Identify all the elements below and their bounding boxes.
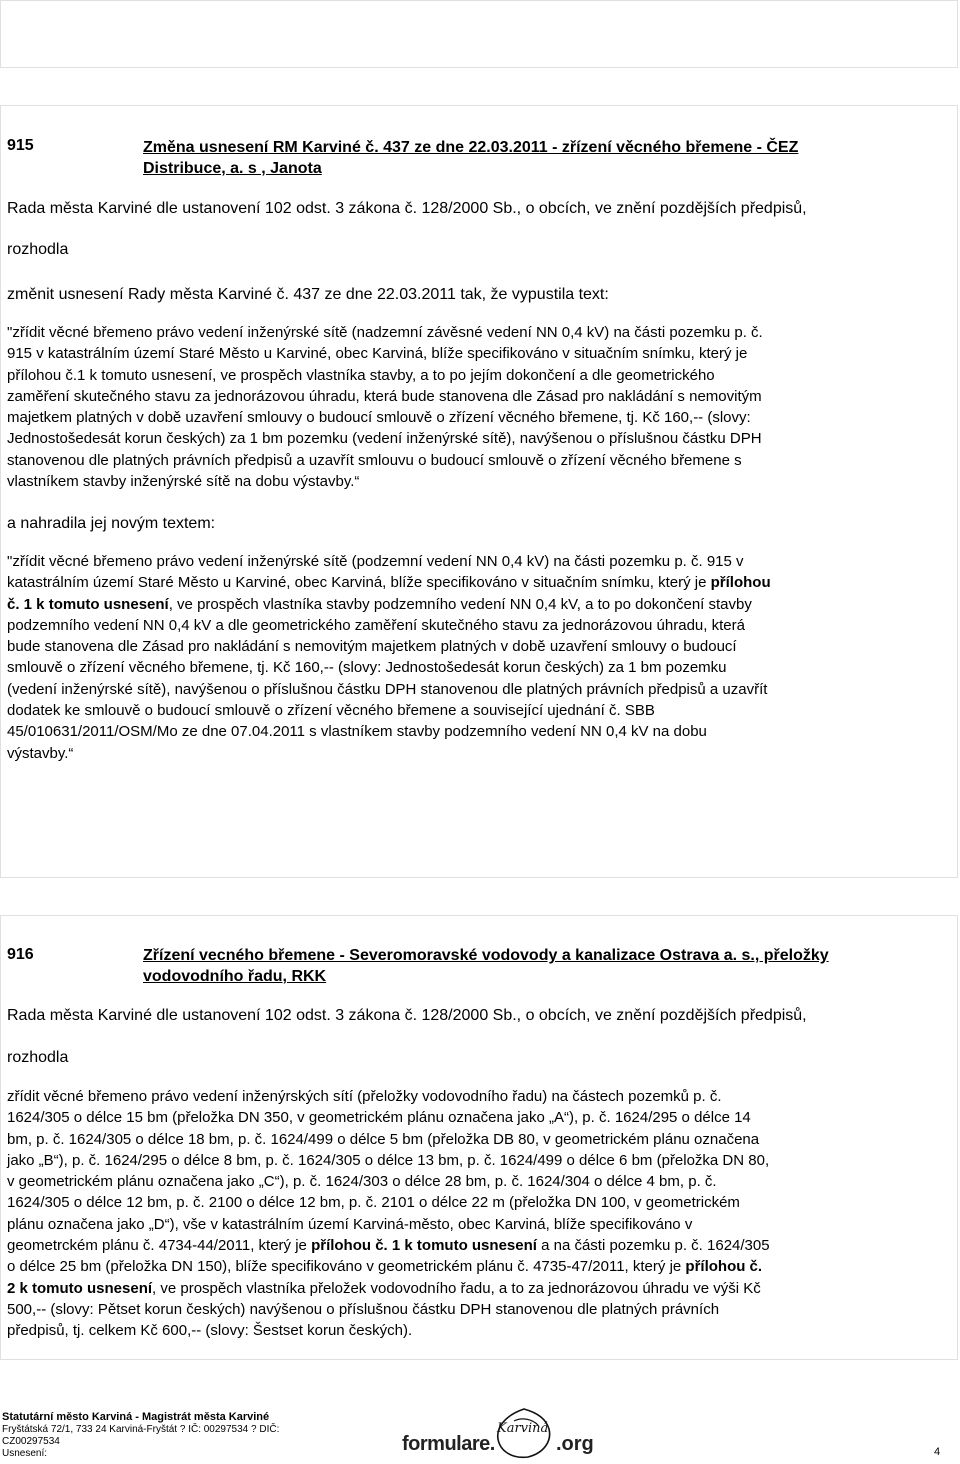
text-line: přílohou č.1 k tomuto usnesení, ve prospěch vlastníka stavby, a to po jejím dokončení a dle geometrického — [7, 366, 715, 384]
formulare-logo — [402, 1405, 614, 1461]
text-line: jako „B“), p. č. 1624/295 o délce 8 bm, p. č. 1624/305 o délce 13 bm, p. č. 1624/499 o délce 6 bm (přeložka DN 80, — [7, 1151, 770, 1169]
text-line: výstavby.“ — [7, 744, 74, 762]
attachment-ref: 2 k tomuto usnesení — [7, 1279, 153, 1297]
text-line: "zřídit věcné břemeno právo vedení inženýrské sítě (podzemní vedení NN 0,4 kV) na části pozemku p. č. 915 v — [7, 553, 744, 570]
logo-text-left: formulare. — [402, 1433, 495, 1455]
text-line: 915 v katastrálním území Staré Město u Karviné, obec Karviná, blíže specifikováno v situačním snímku, který je — [7, 345, 748, 363]
title-line: vodovodního řadu, RKK — [143, 968, 327, 985]
text-line — [7, 1278, 951, 1299]
old-text-block — [7, 322, 955, 492]
footer-dic: CZ00297534 — [2, 1436, 60, 1447]
attachment-ref: přílohou č. — [685, 1258, 763, 1276]
attachment-ref: přílohou — [710, 574, 771, 592]
title-line: Zřízení vecného břemene - Severomoravské vodovody a kanalizace Ostrava a. s., přeložky — [143, 947, 829, 964]
text-line: podzemního vedení NN 0,4 kV a dle geometrického zaměření skutečného stavu za jednorázovou úhradu, která — [7, 616, 745, 634]
text-line: v geometrickém plánu označena jako „C“), p. č. 1624/303 o délce 28 bm, p. č. 1624/304 o délce 4 bm, p. č. — [7, 1173, 717, 1191]
text-fragment: , ve prospěch vlastníka přeložek vodovodního řadu, a to za jednorázovou úhradu ve výši Kč — [152, 1279, 761, 1297]
text-line: stanovenou dle platných právních předpisů a uzavřít smlouvu o budoucí smlouvě o zřízení věcného břemene s — [7, 451, 742, 469]
intro-text: Rada města Karviné dle ustanovení 102 odst. 3 zákona č. 128/2000 Sb., o obcích, ve znění pozdějších předpisů, — [7, 200, 807, 217]
logo-text-mid: Karviná — [497, 1421, 549, 1436]
text-fragment: geometrckém plánu č. 4734-44/2011, který je — [7, 1237, 312, 1255]
text-line: vlastníkem stavby inženýrské sítě na dobu výstavby.“ — [7, 473, 360, 491]
text-fragment: a na části pozemku p. č. 1624/305 — [536, 1237, 770, 1255]
logo-text-right: .org — [556, 1433, 594, 1455]
text-line: (vedení inženýrské sítě), navýšenou o příslušnou částku DPH stanovenou dle platných právních předpisů a uzavřít — [7, 680, 768, 698]
attachment-ref: přílohou č. 1 k tomuto usnesení — [311, 1237, 537, 1255]
footer-label: Usnesení: — [2, 1448, 48, 1459]
change-line: změnit usnesení Rady města Karviné č. 437 ze dne 22.03.2011 tak, že vypustila text: — [7, 286, 609, 303]
text-line — [7, 1235, 951, 1256]
text-line — [7, 572, 951, 593]
replace-line: a nahradila jej novým textem: — [7, 515, 216, 532]
text-line: 1624/305 o délce 12 bm, p. č. 2100 o délce 12 bm, p. č. 2101 o délce 22 m (přeložka DN 100, v geometrickém — [7, 1194, 740, 1212]
text-line: bude stanovena dle Zásad pro nakládání s nemovitým majetkem platných v době uzavření smlouvy o budoucí — [7, 638, 737, 656]
resolution-number: 915 — [7, 137, 34, 154]
text-line: zaměření skutečného stavu za jednorázovou úhradu, která bude stanovena dle Zásad pro nakládání s nemovitým — [7, 387, 762, 405]
text-line — [7, 594, 951, 615]
text-line: 45/010631/2011/OSM/Mo ze dne 07.04.2011 s vlastníkem stavby podzemního vedení NN 0,4 kV na dobu — [7, 723, 707, 741]
attachment-ref: č. 1 k tomuto usnesení — [7, 595, 169, 613]
text-line: bm, p. č. 1624/305 o délce 18 bm, p. č. 1624/499 o délce 5 bm (přeložka DB 80, v geometrickém plánu označena — [7, 1130, 760, 1148]
text-line: majetkem platných v době uzavření smlouvy o budoucí smlouvě o zřízení věcného břemene, tj. Kč 160,-- (slovy: — [7, 409, 751, 427]
resolution-title — [143, 137, 943, 179]
text-fragment: , ve prospěch vlastníka stavby podzemního vedení NN 0,4 kV, a to po dokončení stavby — [168, 595, 752, 613]
text-fragment: katastrálním území Staré Město u Karviné, obec Karviná, blíže specifikováno v situačním snímku, který je — [7, 574, 711, 592]
footer-address: Fryštátská 72/1, 733 24 Karviná-Fryštát ? IČ: 00297534 ? DIČ: — [2, 1424, 280, 1435]
decided-text: rozhodla — [7, 1049, 69, 1066]
page-number: 4 — [934, 1446, 941, 1458]
text-line: "zřídit věcné břemeno právo vedení inženýrské sítě (nadzemní závěsné vedení NN 0,4 kV) na části pozemku p. č. — [7, 324, 763, 341]
karvina-emblem — [494, 1407, 554, 1459]
new-text-block — [7, 551, 951, 764]
text-line: smlouvě o zřízení věcného břemene, tj. Kč 160,-- (slovy: Jednostošedesát korun českých) za 1 bm pozemku — [7, 659, 727, 677]
decided-text: rozhodla — [7, 241, 69, 258]
text-fragment: o délce 25 bm (přeložka DN 150), blíže specifikováno v geometrickém plánu č. 4735-47/2011, který je — [7, 1258, 686, 1276]
resolution-number: 916 — [7, 946, 34, 963]
text-line — [7, 1256, 951, 1277]
decision-body — [7, 1086, 951, 1342]
text-line: předpisů, tj. celkem Kč 600,-- (slovy: Šestset korun českých). — [7, 1322, 413, 1340]
title-line: Změna usnesení RM Karviné č. 437 ze dne 22.03.2011 - zřízení věcného břemene - ČEZ — [143, 139, 799, 156]
title-line: Distribuce, a. s , Janota — [143, 160, 322, 177]
text-line: zřídit věcné břemeno právo vedení inženýrských sítí (přeložky vodovodního řadu) na částech pozemků p. č. — [7, 1088, 722, 1105]
text-line: dodatek ke smlouvě o budoucí smlouvě o zřízení věcného břemene a související ujednání č. SBB — [7, 702, 655, 720]
text-line: 500,-- (slovy: Pětset korun českých) navýšenou o příslušnou částku DPH stanovenou dle platných právních — [7, 1300, 720, 1318]
header-frame — [0, 0, 958, 68]
intro-text: Rada města Karviné dle ustanovení 102 odst. 3 zákona č. 128/2000 Sb., o obcích, ve znění pozdějších předpisů, — [7, 1007, 807, 1024]
footer-org: Statutární město Karviná - Magistrát města Karviné — [2, 1411, 270, 1423]
text-line: Jednostošedesát korun českých) za 1 bm pozemku (vedení inženýrské sítě), navýšenou o příslušnou částku DPH — [7, 430, 762, 448]
resolution-title — [143, 945, 943, 987]
text-line: plánu označena jako „D“), vše v katastrálním území Karviná-město, obec Karviná, blíže specifikováno v — [7, 1215, 693, 1233]
text-line: 1624/305 o délce 15 bm (přeložka DN 350, v geometrickém plánu označena jako „A“), p. č. 1624/295 o délce 14 — [7, 1109, 751, 1127]
